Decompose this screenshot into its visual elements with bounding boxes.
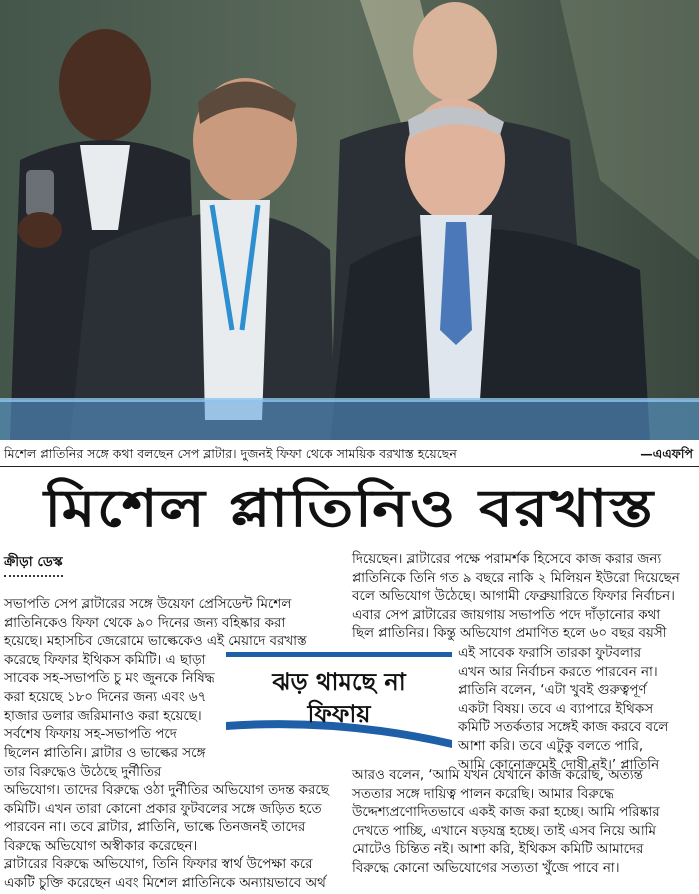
text-line: উদ্দেশ্যপ্রণোদিতভাবে একই কাজ করা হচ্ছে। আমি পরিষ্কার — [352, 805, 660, 821]
article-column-right-bottom — [352, 767, 694, 879]
text-line: দিয়েছেন। ব্লাটারের পক্ষে পরামর্শক হিসেবে কাজ করার জন্য — [352, 552, 662, 567]
text-line: সর্বশেষ ফিফায় সহ-সভাপতি পদে — [4, 727, 177, 743]
text-line: সততার সঙ্গে দায়িত্ব পালন করেছি। আমার বিরুদ্ধে — [352, 786, 614, 802]
text-line: এবার সেপ ব্লাটারের জায়গায় সভাপতি পদে দাঁড়ানোর কথা — [352, 607, 661, 623]
text-line: প্লাতিনিকে তিনি গত ৯ বছরে নাকি ২ মিলিয়ন ইউরো দিয়েছেন — [352, 570, 680, 586]
text-line: একটা বিষয়। তবে এ ব্যাপারে ইথিকস — [458, 701, 654, 717]
text-line: বিরুদ্ধে কোনো অভিযোগের সত্যতা খুঁজে পাবে না। — [352, 860, 620, 876]
text-line: মোটেও চিন্তিত নই। আশা করি, ইথিকস কমিটি আমাদের — [352, 842, 644, 858]
text-line: আমি কোনোক্রমেই দোষী নই।’ প্লাতিনি — [458, 757, 660, 773]
text-line: প্লাতিনি বলেন, ‘এটা খুবই গুরুত্বপূর্ণ — [458, 683, 647, 699]
headline-text: মিশেল প্লাতিনিও বরখাস্ত — [44, 479, 655, 539]
byline: ক্রীড়া ডেস্ক — [4, 551, 63, 577]
text-line: হয়েছে। মহাসচিব জেরোমে ভাল্কেকেও এই মেয়াদে বরখাস্ত — [4, 634, 307, 650]
text-line: করা হয়েছে ১৮০ দিনের জন্য এবং ৬৭ — [4, 689, 207, 705]
text-line: আরও বলেন, ‘আমি যখন যেখানে কাজ করেছি, অত্যন্ত — [352, 768, 643, 783]
text-line: এই সাবেক ফরাসি তারকা ফুটবলার — [458, 646, 642, 661]
text-line: বলে অভিযোগ উঠেছে। আগামী ফেব্রুয়ারিতে ফিফার নির্বাচন। — [352, 589, 675, 605]
article-column-left-wrap-lines — [4, 745, 336, 782]
text-line: অভিযোগ। তাদের বিরুদ্ধে ওঠা দুর্নীতির অভিযোগ তদন্ত করছে — [4, 783, 329, 798]
text-line: করেছে ফিফার ইথিকস কমিটি। এ ছাড়া — [4, 652, 206, 668]
text-line: আশা করি। তবে এটুকু বলতে পারি, — [458, 738, 644, 754]
text-line: হাজার ডলার জরিমানাও করা হয়েছে। — [4, 708, 202, 724]
text-line: তার বিরুদ্ধেও উঠেছে দুর্নীতির — [4, 764, 162, 780]
text-line: বিরুদ্ধে অভিযোগ অস্বীকার করেছেন। — [4, 838, 198, 854]
text-line: কমিটি। এখন তারা কোনো প্রকার ফুটবলের সঙ্গে জড়িত হতে — [4, 801, 322, 817]
text-line: সাবেক সহ-সভাপতি চু মং জুনকে নিষিদ্ধ — [4, 671, 215, 687]
text-line: ব্লাটারের বিরুদ্ধে অভিযোগ, তিনি ফিফার স্বার্থ উপেক্ষা করে — [4, 857, 313, 873]
pull-quote — [226, 652, 452, 748]
article-column-left-bottom — [4, 782, 344, 894]
text-line: এখন আর নির্বাচন করতে পারবেন না। — [458, 664, 658, 680]
photo-credit: —এএফপি — [640, 446, 693, 461]
article-column-right-top — [352, 551, 694, 644]
text-line: সভাপতি সেপ ব্লাটারের সঙ্গে উয়েফা প্রেসিডেন্ট মিশেল — [4, 597, 292, 612]
text-line: দেখতে পাচ্ছি, এখানে ষড়যন্ত্র হচ্ছে। তাই এসব নিয়ে আমি — [352, 823, 656, 839]
text-line: প্লাতিনিকেও ফিফা থেকে ৯০ দিনের জন্য বহিষ্কার করা — [4, 615, 286, 631]
news-photo — [0, 0, 699, 440]
article-column-right-mid — [458, 645, 694, 775]
pull-quote-top-bar — [226, 652, 452, 657]
text-line: কমিটি সতর্কতার সঙ্গেই কাজ করবে বলে — [458, 720, 669, 736]
photo-caption — [0, 442, 699, 467]
text-line: একটি চুক্তি করেছেন এবং মিশেল প্লাতিনিকে অন্যায়ভাবে অর্থ — [4, 875, 326, 891]
pull-quote-line-1: ঝড় থামছে না — [272, 668, 406, 696]
text-line: ছিল প্লাতিনির। কিন্তু অভিযোগ প্রমাণিত হলে ৬০ বছর বয়সী — [352, 626, 667, 642]
caption-text: মিশেল প্লাতিনির সঙ্গে কথা বলছেন সেপ ব্লাটার। দুজনই ফিফা থেকে সাময়িক বরখাস্ত হয়েছেন — [4, 446, 457, 461]
pull-quote-line-2: ফিফায় — [307, 700, 371, 728]
text-line: ছিলেন প্লাতিনি। ব্লাটার ও ভাল্কের সঙ্গে — [4, 746, 206, 761]
photo-illustration — [0, 0, 699, 440]
headline — [0, 472, 699, 546]
text-line: পারবেন না। তবে ব্লাটার, প্লাতিনি, ভাল্কে তিনজনই তাদের — [4, 820, 306, 836]
